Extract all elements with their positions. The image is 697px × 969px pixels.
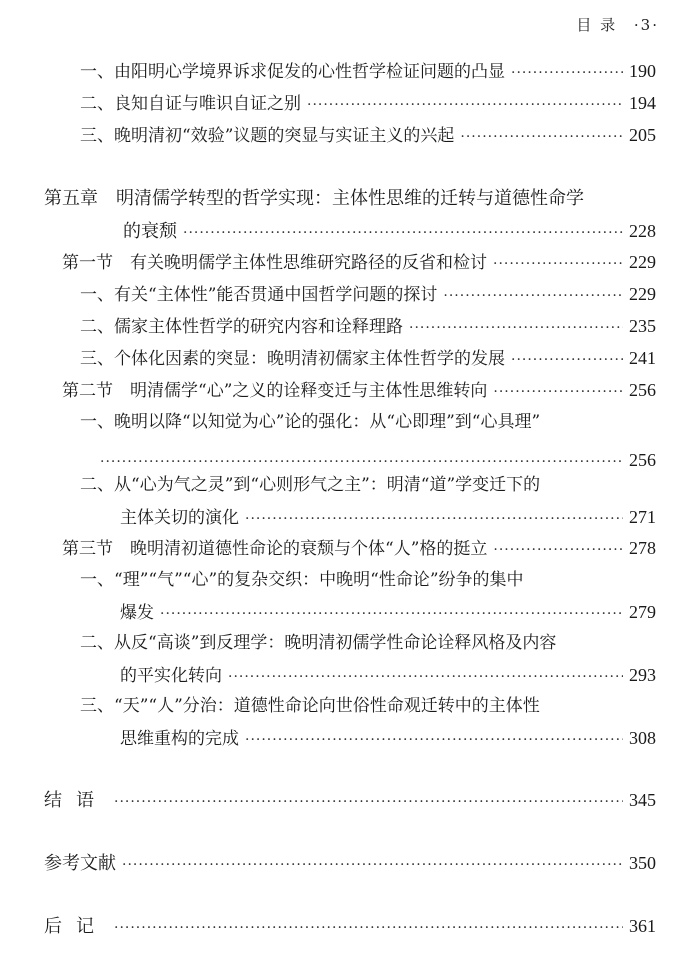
toc-title: 一、晚明以降“以知觉为心”论的强化：从“心即理”到“心具理” <box>80 412 541 432</box>
toc-leader <box>114 790 623 814</box>
toc-entry[interactable] <box>80 631 656 689</box>
toc-page: 190 <box>629 61 656 81</box>
toc-title-continued: 的衰颓 <box>123 221 177 242</box>
toc-section-entry[interactable] <box>62 250 656 276</box>
toc-leader <box>100 450 623 474</box>
toc-entry[interactable] <box>80 410 656 474</box>
toc-page: 229 <box>629 252 656 272</box>
toc-title: 三、晚明清初“效验”议题的突显与实证主义的兴起 <box>80 126 455 146</box>
toc-title: 参考文献 <box>44 853 116 874</box>
toc-title: 二、从反“高谈”到反理学：晚明清初儒学性命论诠释风格及内容 <box>80 633 557 653</box>
toc-leader <box>245 507 623 531</box>
toc-page: 308 <box>629 728 656 748</box>
toc-entry[interactable] <box>80 694 656 752</box>
toc-entry[interactable] <box>80 59 656 85</box>
toc-leader <box>114 916 623 940</box>
toc-leader <box>493 538 623 562</box>
toc-leader <box>307 93 623 117</box>
toc-page: 293 <box>629 665 656 685</box>
toc-page: 228 <box>629 221 656 241</box>
toc-page: 256 <box>629 450 656 470</box>
toc-leader <box>493 252 623 276</box>
toc-title: 后记 <box>44 916 108 937</box>
toc-page: 278 <box>629 538 656 558</box>
toc-title: 二、从“心为气之灵”到“心则形气之主”：明清“道”学变迁下的 <box>80 475 541 495</box>
toc-leader <box>511 61 623 85</box>
toc-title: 第五章 明清儒学转型的哲学实现：主体性思维的迁转与道德性命学 <box>44 188 584 209</box>
toc-chapter-entry[interactable] <box>44 187 656 245</box>
toc-entry[interactable] <box>80 123 656 149</box>
toc-page: 194 <box>629 93 656 113</box>
toc-title: 结语 <box>44 790 108 811</box>
toc-page: 235 <box>629 316 656 336</box>
toc-page: 256 <box>629 380 656 400</box>
toc-section-entry[interactable] <box>62 378 656 404</box>
toc-title: 一、“理”“气”“心”的复杂交织：中晚明“性命论”纷争的集中 <box>80 570 524 590</box>
toc-leader <box>122 853 623 877</box>
toc-leader <box>409 316 623 340</box>
toc-entry[interactable] <box>80 91 656 117</box>
header-page-number: ·3· <box>633 16 659 34</box>
toc-leader <box>443 284 623 308</box>
running-header <box>576 14 659 35</box>
toc-entry[interactable] <box>80 473 656 531</box>
toc-backmatter-entry[interactable] <box>44 851 656 877</box>
toc-page: 241 <box>629 348 656 368</box>
toc-title-continued: 主体关切的演化 <box>120 508 239 528</box>
toc-title: 一、有关“主体性”能否贯通中国哲学问题的探讨 <box>80 285 438 305</box>
toc-title: 二、良知自证与唯识自证之别 <box>80 94 301 114</box>
toc-title: 第二节 明清儒学“心”之义的诠释变迁与主体性思维转向 <box>62 381 488 401</box>
toc-leader <box>183 221 623 245</box>
toc-title: 一、由阳明心学境界诉求促发的心性哲学检证问题的凸显 <box>80 62 505 82</box>
toc-page: 279 <box>629 602 656 622</box>
toc-leader <box>245 728 623 752</box>
toc-page: 205 <box>629 125 656 145</box>
toc-backmatter-entry[interactable] <box>44 914 656 940</box>
toc-entry[interactable] <box>80 346 656 372</box>
toc-leader <box>160 602 623 626</box>
toc-entry[interactable] <box>80 314 656 340</box>
toc-title: 三、“天”“人”分治：道德性命论向世俗性命观迁转中的主体性 <box>80 696 540 716</box>
toc-page: 229 <box>629 284 656 304</box>
toc-backmatter-entry[interactable] <box>44 788 656 814</box>
toc-page: 271 <box>629 507 656 527</box>
toc-title: 二、儒家主体性哲学的研究内容和诠释理路 <box>80 317 403 337</box>
toc-title-continued: 爆发 <box>120 603 154 623</box>
toc-title-continued: 的平实化转向 <box>120 666 222 686</box>
toc-title-continued: 思维重构的完成 <box>120 729 239 749</box>
toc-title: 三、个体化因素的突显：晚明清初儒家主体性哲学的发展 <box>80 349 505 369</box>
toc-entry[interactable] <box>80 282 656 308</box>
header-section: 目 录 <box>576 16 618 34</box>
toc-leader <box>493 380 623 404</box>
toc-page: 345 <box>629 790 656 810</box>
toc-title: 第三节 晚明清初道德性命论的衰颓与个体“人”格的挺立 <box>62 539 488 559</box>
toc-page: 361 <box>629 916 656 936</box>
toc-section-entry[interactable] <box>62 536 656 562</box>
toc-leader <box>228 665 623 689</box>
toc-page: 350 <box>629 853 656 873</box>
toc-title: 第一节 有关晚明儒学主体性思维研究路径的反省和检讨 <box>62 253 487 273</box>
toc-leader <box>511 348 623 372</box>
toc-entry[interactable] <box>80 568 656 626</box>
toc-leader <box>460 125 623 149</box>
